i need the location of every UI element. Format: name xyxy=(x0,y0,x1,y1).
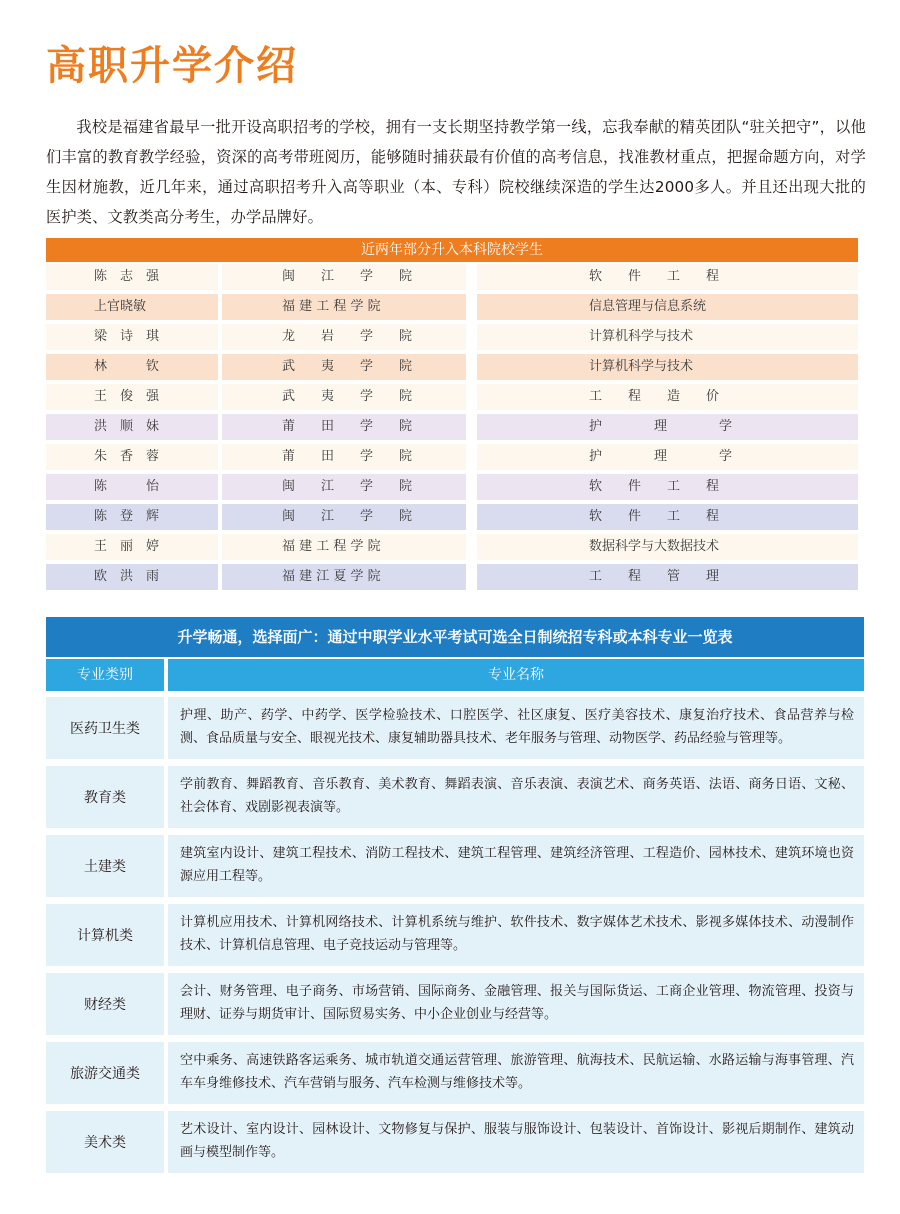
student-name: 欧 洪 雨 xyxy=(46,564,218,590)
student-name: 朱 香 蓉 xyxy=(46,444,218,470)
student-school: 武 夷 学 院 xyxy=(222,354,466,380)
students-table-title: 近两年部分升入本科院校学生 xyxy=(46,238,858,262)
table-row xyxy=(46,835,864,897)
student-school: 武 夷 学 院 xyxy=(222,384,466,410)
student-school: 闽 江 学 院 xyxy=(222,504,466,530)
student-name: 洪 顺 妹 xyxy=(46,414,218,440)
table-row xyxy=(46,412,858,442)
table-row xyxy=(46,442,858,472)
student-school: 闽 江 学 院 xyxy=(222,264,466,290)
table-row xyxy=(46,502,858,532)
major-list: 建筑室内设计、建筑工程技术、消防工程技术、建筑工程管理、建筑经济管理、工程造价、园林技术、建筑环境也资源应用工程等。 xyxy=(168,835,864,897)
major-category: 美术类 xyxy=(46,1111,164,1173)
table-row xyxy=(46,1042,864,1104)
major-category: 财经类 xyxy=(46,973,164,1035)
table-row xyxy=(46,562,858,592)
student-major: 计算机科学与技术 xyxy=(477,324,858,350)
majors-table-body xyxy=(46,697,864,1173)
table-row xyxy=(46,904,864,966)
student-school: 闽 江 学 院 xyxy=(222,474,466,500)
student-school: 莆 田 学 院 xyxy=(222,414,466,440)
table-row xyxy=(46,472,858,502)
student-school: 福 建 工 程 学 院 xyxy=(222,294,466,320)
students-table xyxy=(46,238,858,592)
student-major: 护 理 学 xyxy=(477,414,858,440)
student-school: 莆 田 学 院 xyxy=(222,444,466,470)
intro-paragraph: 我校是福建省最早一批开设高职招考的学校，拥有一支长期坚持教学第一线，忘我奉献的精英团队“驻关把守”，以他们丰富的教育教学经验，资深的高考带班阅历，能够随时捕获最有价值的高考信息，找准教材重点，把握命题方向，对学生因材施教，近几年来，通过高职招考升入高等职业（本、专科）院校继续深造的学生达2000多人。并且还出现大批的医护类、文教类高分考生，办学品牌好。 xyxy=(46,118,866,226)
majors-table-title: 升学畅通，选择面广：通过中职学业水平考试可选全日制统招专科或本科专业一览表 xyxy=(46,617,864,657)
student-name: 陈 登 辉 xyxy=(46,504,218,530)
major-list: 计算机应用技术、计算机网络技术、计算机系统与维护、软件技术、数字媒体艺术技术、影视多媒体技术、动漫制作技术、计算机信息管理、电子竞技运动与管理等。 xyxy=(168,904,864,966)
table-row xyxy=(46,292,858,322)
student-major: 软 件 工 程 xyxy=(477,474,858,500)
major-list: 空中乘务、高速铁路客运乘务、城市轨道交通运营管理、旅游管理、航海技术、民航运输、水路运输与海事管理、汽车车身维修技术、汽车营销与服务、汽车检测与维修技术等。 xyxy=(168,1042,864,1104)
student-name: 王 丽 婷 xyxy=(46,534,218,560)
table-row xyxy=(46,697,864,759)
student-major: 护 理 学 xyxy=(477,444,858,470)
student-major: 信息管理与信息系统 xyxy=(477,294,858,320)
student-major: 工 程 管 理 xyxy=(477,564,858,590)
major-category: 旅游交通类 xyxy=(46,1042,164,1104)
col-header-majors: 专业名称 xyxy=(168,659,864,691)
page-title: 高职升学介绍 xyxy=(46,42,298,89)
students-table-body xyxy=(46,262,858,592)
table-row xyxy=(46,973,864,1035)
student-major: 计算机科学与技术 xyxy=(477,354,858,380)
student-school: 福 建 工 程 学 院 xyxy=(222,534,466,560)
table-row xyxy=(46,766,864,828)
student-name: 梁 诗 琪 xyxy=(46,324,218,350)
student-name: 上官晓敏 xyxy=(46,294,218,320)
table-row xyxy=(46,382,858,412)
student-school: 龙 岩 学 院 xyxy=(222,324,466,350)
majors-table-header xyxy=(46,659,864,691)
major-list: 艺术设计、室内设计、园林设计、文物修复与保护、服装与服饰设计、包装设计、首饰设计、影视后期制作、建筑动画与模型制作等。 xyxy=(168,1111,864,1173)
major-list: 学前教育、舞蹈教育、音乐教育、美术教育、舞蹈表演、音乐表演、表演艺术、商务英语、法语、商务日语、文秘、社会体育、戏剧影视表演等。 xyxy=(168,766,864,828)
major-category: 土建类 xyxy=(46,835,164,897)
majors-table xyxy=(46,617,864,1173)
major-list: 护理、助产、药学、中药学、医学检验技术、口腔医学、社区康复、医疗美容技术、康复治疗技术、食品营养与检测、食品质量与安全、眼视光技术、康复辅助器具技术、老年服务与管理、动物医学、药品经验与管理等。 xyxy=(168,697,864,759)
major-category: 医药卫生类 xyxy=(46,697,164,759)
major-list: 会计、财务管理、电子商务、市场营销、国际商务、金融管理、报关与国际货运、工商企业管理、物流管理、投资与理财、证券与期货审计、国际贸易实务、中小企业创业与经营等。 xyxy=(168,973,864,1035)
student-name: 陈 怡 xyxy=(46,474,218,500)
student-name: 林 钦 xyxy=(46,354,218,380)
student-major: 软 件 工 程 xyxy=(477,264,858,290)
table-row xyxy=(46,532,858,562)
major-category: 教育类 xyxy=(46,766,164,828)
student-name: 陈 志 强 xyxy=(46,264,218,290)
table-row xyxy=(46,322,858,352)
student-major: 数据科学与大数据技术 xyxy=(477,534,858,560)
col-header-category: 专业类别 xyxy=(46,659,164,691)
table-row xyxy=(46,1111,864,1173)
student-school: 福 建 江 夏 学 院 xyxy=(222,564,466,590)
table-row xyxy=(46,262,858,292)
student-name: 王 俊 强 xyxy=(46,384,218,410)
major-category: 计算机类 xyxy=(46,904,164,966)
student-major: 软 件 工 程 xyxy=(477,504,858,530)
table-row xyxy=(46,352,858,382)
student-major: 工 程 造 价 xyxy=(477,384,858,410)
